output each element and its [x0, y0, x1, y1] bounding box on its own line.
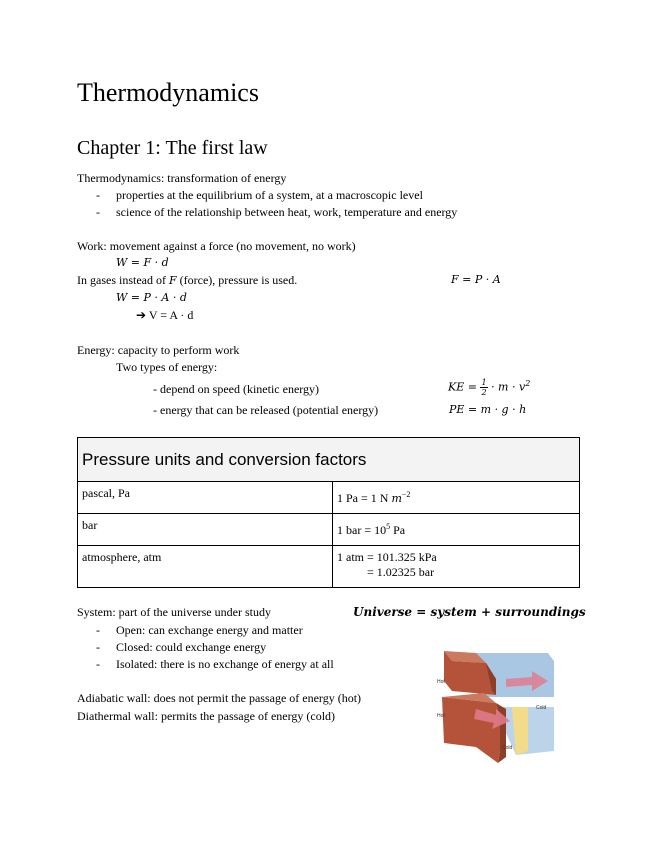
- fraction: [480, 378, 487, 397]
- universe-formula: Universe = system + surroundings: [353, 605, 586, 619]
- conversion-pre: 1 bar = 10: [337, 522, 387, 537]
- conversion-post: Pa: [390, 522, 406, 537]
- kinetic-formula: [448, 378, 530, 397]
- volume-formula: V = A · d: [148, 308, 194, 322]
- work-line: Work: movement against a force (no movement, no work): [77, 239, 356, 253]
- conversion-pre: 1 Pa = 1 N: [337, 490, 392, 505]
- figure-label-hot: Hot: [437, 679, 445, 685]
- work-pressure-formula: W = P · A · d: [116, 291, 187, 304]
- table-cell-conversion: [333, 482, 580, 514]
- volume-line: [136, 308, 193, 322]
- work-formula: W = F · d: [116, 256, 169, 269]
- bullet-dash: -: [96, 640, 100, 654]
- conversion-line-2: = 1.02325 bar: [367, 565, 435, 579]
- force-symbol: F: [168, 274, 177, 287]
- arrow-icon: ➔: [136, 308, 147, 322]
- system-bullet-2: Closed: could exchange energy: [116, 640, 267, 654]
- gases-line-post: (force), pressure is used.: [176, 273, 298, 287]
- energy-types: Two types of energy:: [116, 360, 218, 374]
- chapter-heading: Chapter 1: The first law: [77, 137, 268, 159]
- kinetic-text: - depend on speed (kinetic energy): [153, 382, 320, 396]
- conversion-m: m: [391, 491, 402, 505]
- table-cell-unit: pascal, Pa: [78, 482, 333, 514]
- system-line: System: part of the universe under study: [77, 605, 271, 619]
- gases-line: [77, 273, 297, 288]
- kinetic-pre: KE =: [448, 380, 477, 394]
- figure-label-hot-side: Hot: [437, 713, 445, 719]
- figure-label-cold-bottom: Cold: [502, 745, 513, 751]
- table-row: [78, 546, 580, 588]
- energy-line: Energy: capacity to perform work: [77, 343, 240, 357]
- conversion-sup: −2: [401, 489, 411, 499]
- adiabatic-line: Adiabatic wall: does not permit the passage of energy (hot): [77, 691, 362, 705]
- kinetic-exp: 2: [525, 378, 531, 388]
- table-row: [78, 514, 580, 546]
- table-header: Pressure units and conversion factors: [78, 438, 580, 482]
- table-row: [78, 482, 580, 514]
- table-cell-conversion: [333, 514, 580, 546]
- force-formula: F = P · A: [451, 273, 501, 286]
- table-cell-unit: atmosphere, atm: [78, 546, 333, 588]
- intro-line: Thermodynamics: transformation of energy: [77, 171, 287, 185]
- kinetic-post: · m · v: [491, 380, 526, 394]
- potential-formula: PE = m · g · h: [449, 403, 527, 416]
- brick-lower-block: [442, 697, 500, 763]
- page-title: Thermodynamics: [77, 78, 259, 107]
- wall-diagram-illustration: [436, 647, 561, 765]
- bullet-dash: -: [96, 205, 100, 219]
- system-bullet-1: Open: can exchange energy and matter: [116, 623, 303, 637]
- intro-bullet-1: properties at the equilibrium of a system, at a macroscopic level: [116, 188, 423, 202]
- table-cell-conversion: [333, 546, 580, 588]
- figure-label-cold: Cold: [536, 705, 547, 711]
- conversion-sup: 5: [386, 521, 391, 531]
- potential-text: - energy that can be released (potential energy): [153, 403, 379, 417]
- intro-bullet-2: science of the relationship between heat, work, temperature and energy: [116, 205, 458, 219]
- fraction-num: 1: [481, 378, 487, 387]
- pressure-units-table: [77, 437, 580, 588]
- diathermal-line: Diathermal wall: permits the passage of energy (cold): [77, 709, 336, 723]
- table-cell-unit: bar: [78, 514, 333, 546]
- bullet-dash: -: [96, 657, 100, 671]
- bullet-dash: -: [96, 188, 100, 202]
- fraction-den: 2: [481, 388, 487, 397]
- conversion-line-1: 1 atm = 101.325 kPa: [337, 550, 437, 564]
- bullet-dash: -: [96, 623, 100, 637]
- system-bullet-3: Isolated: there is no exchange of energy at all: [116, 657, 334, 671]
- gases-line-pre: In gases instead of: [77, 273, 169, 287]
